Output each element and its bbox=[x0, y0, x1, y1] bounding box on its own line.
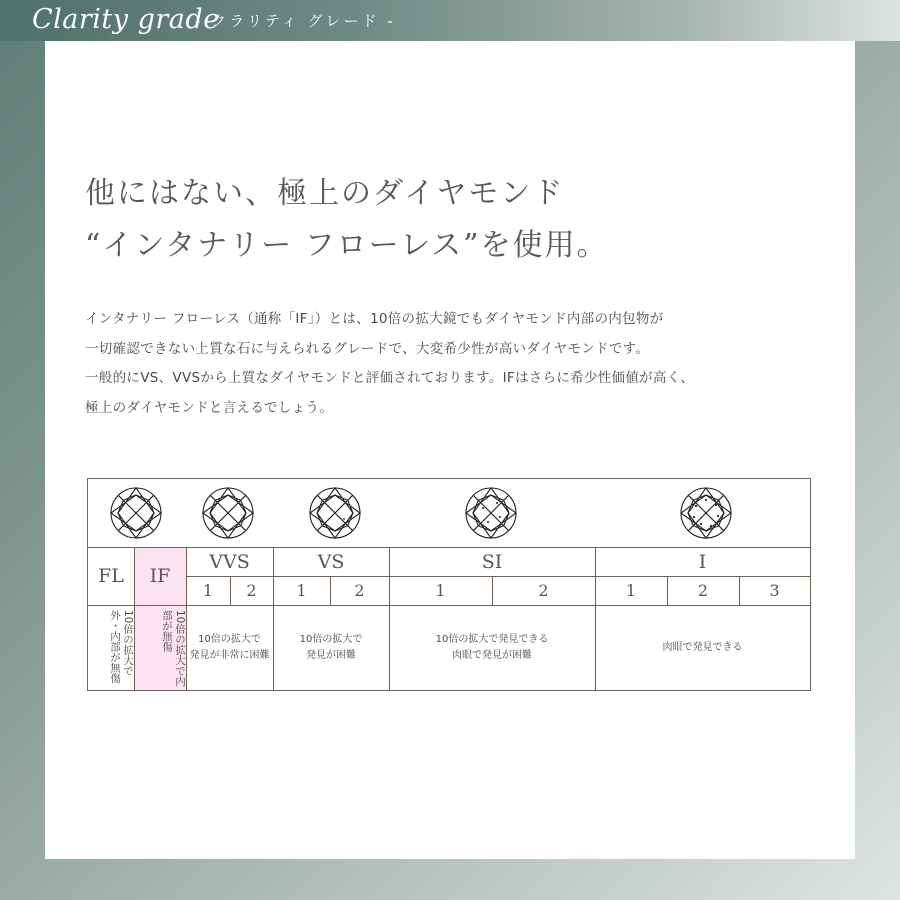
description-si-line-2: 肉眼で発見が困難 bbox=[452, 650, 532, 661]
headline-line-2: “インタナリー フローレス”を使用。 bbox=[85, 228, 609, 263]
header-subtitle: - クラリティ グレード - bbox=[195, 12, 396, 30]
description-vs-line-2: 発見が困難 bbox=[306, 650, 356, 661]
grade-if: IF bbox=[149, 565, 171, 587]
diamond-vs-icon bbox=[308, 486, 362, 540]
body-line-4: 極上のダイヤモンドと言えるでしょう。 bbox=[85, 399, 333, 416]
description-if: 10倍の拡大で内部が無傷 bbox=[161, 610, 186, 687]
diamond-flawless-icon bbox=[109, 486, 163, 540]
description-i: 肉眼で発見できる bbox=[662, 642, 743, 653]
content-panel bbox=[45, 41, 855, 859]
description-vvs bbox=[186, 606, 273, 690]
body-line-1: インタナリー フローレス（通称「IF」）とは、10倍の拡大鏡でもダイヤモンド内部の内包物が bbox=[85, 311, 664, 327]
headline bbox=[85, 168, 609, 272]
diamond-i-icon bbox=[679, 486, 733, 540]
grade-i: I bbox=[698, 550, 707, 573]
description-si bbox=[389, 606, 595, 690]
grade-si: SI bbox=[481, 550, 503, 573]
description-vvs-line-1: 10倍の拡大で bbox=[198, 634, 261, 645]
header-title: Clarity grade bbox=[32, 4, 220, 35]
subgrade-i-1: 1 bbox=[625, 581, 637, 600]
subgrade-vvs-1: 1 bbox=[202, 581, 214, 600]
header-bar bbox=[0, 0, 900, 41]
subgrade-i-3: 3 bbox=[769, 581, 780, 600]
description-vs bbox=[273, 606, 389, 690]
body-text bbox=[85, 305, 694, 423]
subgrade-vs-2: 2 bbox=[354, 581, 365, 600]
subgrade-si-2: 2 bbox=[538, 581, 549, 600]
description-vs-line-1: 10倍の拡大で bbox=[299, 634, 363, 645]
grade-vs: VS bbox=[317, 550, 345, 573]
clarity-grade-table bbox=[87, 478, 811, 691]
body-line-2: 一切確認できない上質な石に与えられるグレードで、大変希少性が高いダイヤモンドです。 bbox=[85, 340, 650, 357]
diamond-si-icon bbox=[464, 486, 518, 540]
grade-fl: FL bbox=[98, 565, 124, 587]
body-line-3: 一般的にVS、VVSから上質なダイヤモンドと評価されております。IFはさらに希少性価値が高く、 bbox=[85, 370, 695, 386]
grade-vvs: VVS bbox=[209, 550, 250, 573]
description-fl: 10倍の拡大で外・内部が無傷 bbox=[109, 610, 134, 684]
headline-line-1: 他にはない、極上のダイヤモンド bbox=[85, 176, 565, 211]
subgrade-vvs-2: 2 bbox=[246, 581, 257, 600]
description-vvs-line-2: 発見が非常に困難 bbox=[189, 650, 270, 661]
subgrade-i-2: 2 bbox=[697, 581, 709, 600]
subgrade-si-1: 1 bbox=[435, 581, 446, 600]
description-si-line-1: 10倍の拡大で発見できる bbox=[435, 634, 549, 645]
diamond-flawless-icon bbox=[201, 486, 255, 540]
subgrade-vs-1: 1 bbox=[296, 581, 307, 600]
